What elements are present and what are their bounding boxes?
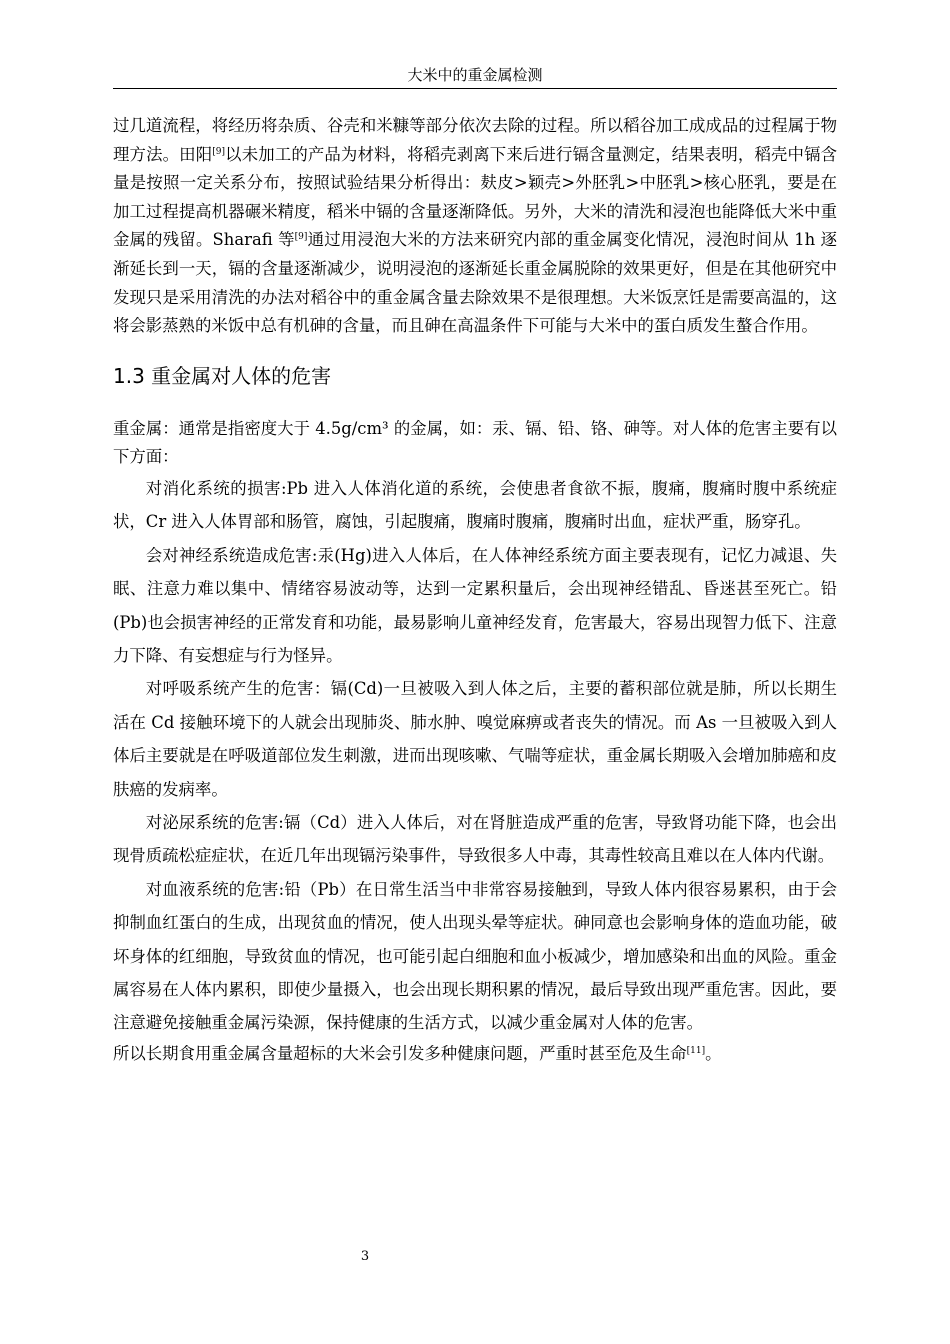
citation-9b: [9]: [294, 232, 308, 243]
intro-text-3: 通过用浸泡大米的方法来研究内部的重金属变化情况，浸泡时间从 1h 逐渐延长到一天，镉的含量逐渐减少，说明浸泡的逐渐延长重金属脱除的效果更好，但是在其他研究中发现只是采用清洗的办法对稻谷中的重金属含量去除效果不是很理想。大米饭烹饪是需要高温的，这将会影蒸熟的米饭中总有机砷的含量，而且砷在高温条件下可能与大米中的蛋白质发生螯合作用。: [113, 230, 837, 336]
digestive-paragraph: 对消化系统的损害:Pb 进入人体消化道的系统，会使患者食欲不振，腹痛，腹痛时腹中系统症状，Cr 进入人体胃部和肠管，腐蚀，引起腹痛，腹痛时腹痛，腹痛时出血，症状严重，肠穿孔。: [113, 478, 837, 532]
nervous-paragraph: 会对神经系统造成危害:汞(Hg)进入人体后，在人体神经系统方面主要表现有，记忆力减退、失眠、注意力难以集中、情绪容易波动等，达到一定累积量后，会出现神经错乱、昏迷甚至死亡。铅(Pb)也会损害神经的正常发育和功能，最易影响儿童神经发育，危害最大，容易出现智力低下、注意力下降、有妄想症与行为怪异。: [113, 545, 837, 665]
header-rule: [113, 88, 837, 89]
citation-11: [11]: [686, 1045, 706, 1056]
running-header: 大米中的重金属检测: [407, 66, 543, 84]
conclusion-paragraph: [113, 1040, 837, 1069]
lead-paragraph: 重金属：通常是指密度大于 4.5g/cm³ 的金属，如：汞、镉、铅、铬、砷等。对人体的危害主要有以下方面：: [113, 418, 837, 467]
conclusion-text: 所以长期食用重金属含量超标的大米会引发多种健康问题，严重时甚至危及生命: [113, 1043, 687, 1063]
blood-paragraph: 对血液系统的危害:铅（Pb）在日常生活当中非常容易接触到，导致人体内很容易累积，由于会抑制血红蛋白的生成，出现贫血的情况，使人出现头晕等症状。砷同意也会影响身体的造血功能，破坏身体的红细胞，导致贫血的情况，也可能引起白细胞和血小板减少，增加感染和出血的风险。重金属容易在人体内累积，即使少量摄入，也会出现长期积累的情况，最后导致出现严重危害。因此，要注意避免接触重金属污染源，保持健康的生活方式，以减少重金属对人体的危害。: [113, 879, 837, 1033]
citation-9a: [9]: [212, 146, 225, 157]
intro-text-1: 过几道流程，将经历将杂质、谷壳和米糠等部分依次去除的过程。所以稻谷加工成成品的过程属于物理方法。田阳: [113, 116, 837, 164]
respiratory-paragraph: 对呼吸系统产生的危害：镉(Cd)一旦被吸入到人体之后，主要的蓄积部位就是肺，所以长期生活在 Cd 接触环境下的人就会出现肺炎、肺水肿、嗅觉麻痹或者丧失的情况。而 As 一旦被吸入到人体后主要就是在呼吸道部位发生刺激，进而出现咳嗽、气喘等症状，重金属长期吸入会增加肺癌和皮肤癌的发病率。: [113, 679, 837, 799]
urinary-paragraph: 对泌尿系统的危害:镉（Cd）进入人体后，对在肾脏造成严重的危害，导致肾功能下降，也会出现骨质疏松症症状，在近几年出现镉污染事件，导致很多人中毒，其毒性较高且难以在人体内代谢。: [113, 813, 837, 866]
intro-paragraph: [113, 112, 837, 341]
page-number: 3: [360, 1249, 370, 1264]
intro-text-2: 以未加工的产品为材料，将稻壳剥离下来后进行镉含量测定，结果表明，稻壳中镉含量是按照一定关系分布，按照试验结果分析得出：麸皮>颖壳>外胚乳>中胚乳>核心胚乳，要是在加工过程提高机器碾米精度，稻米中镉的含量逐渐降低。另外，大米的清洗和浸泡也能降低大米中重金属的残留。Sharafi 等: [113, 144, 838, 250]
section-heading: 1.3 重金属对人体的危害: [113, 363, 332, 388]
page-body: [113, 112, 837, 1068]
conclusion-end: 。: [705, 1043, 722, 1063]
